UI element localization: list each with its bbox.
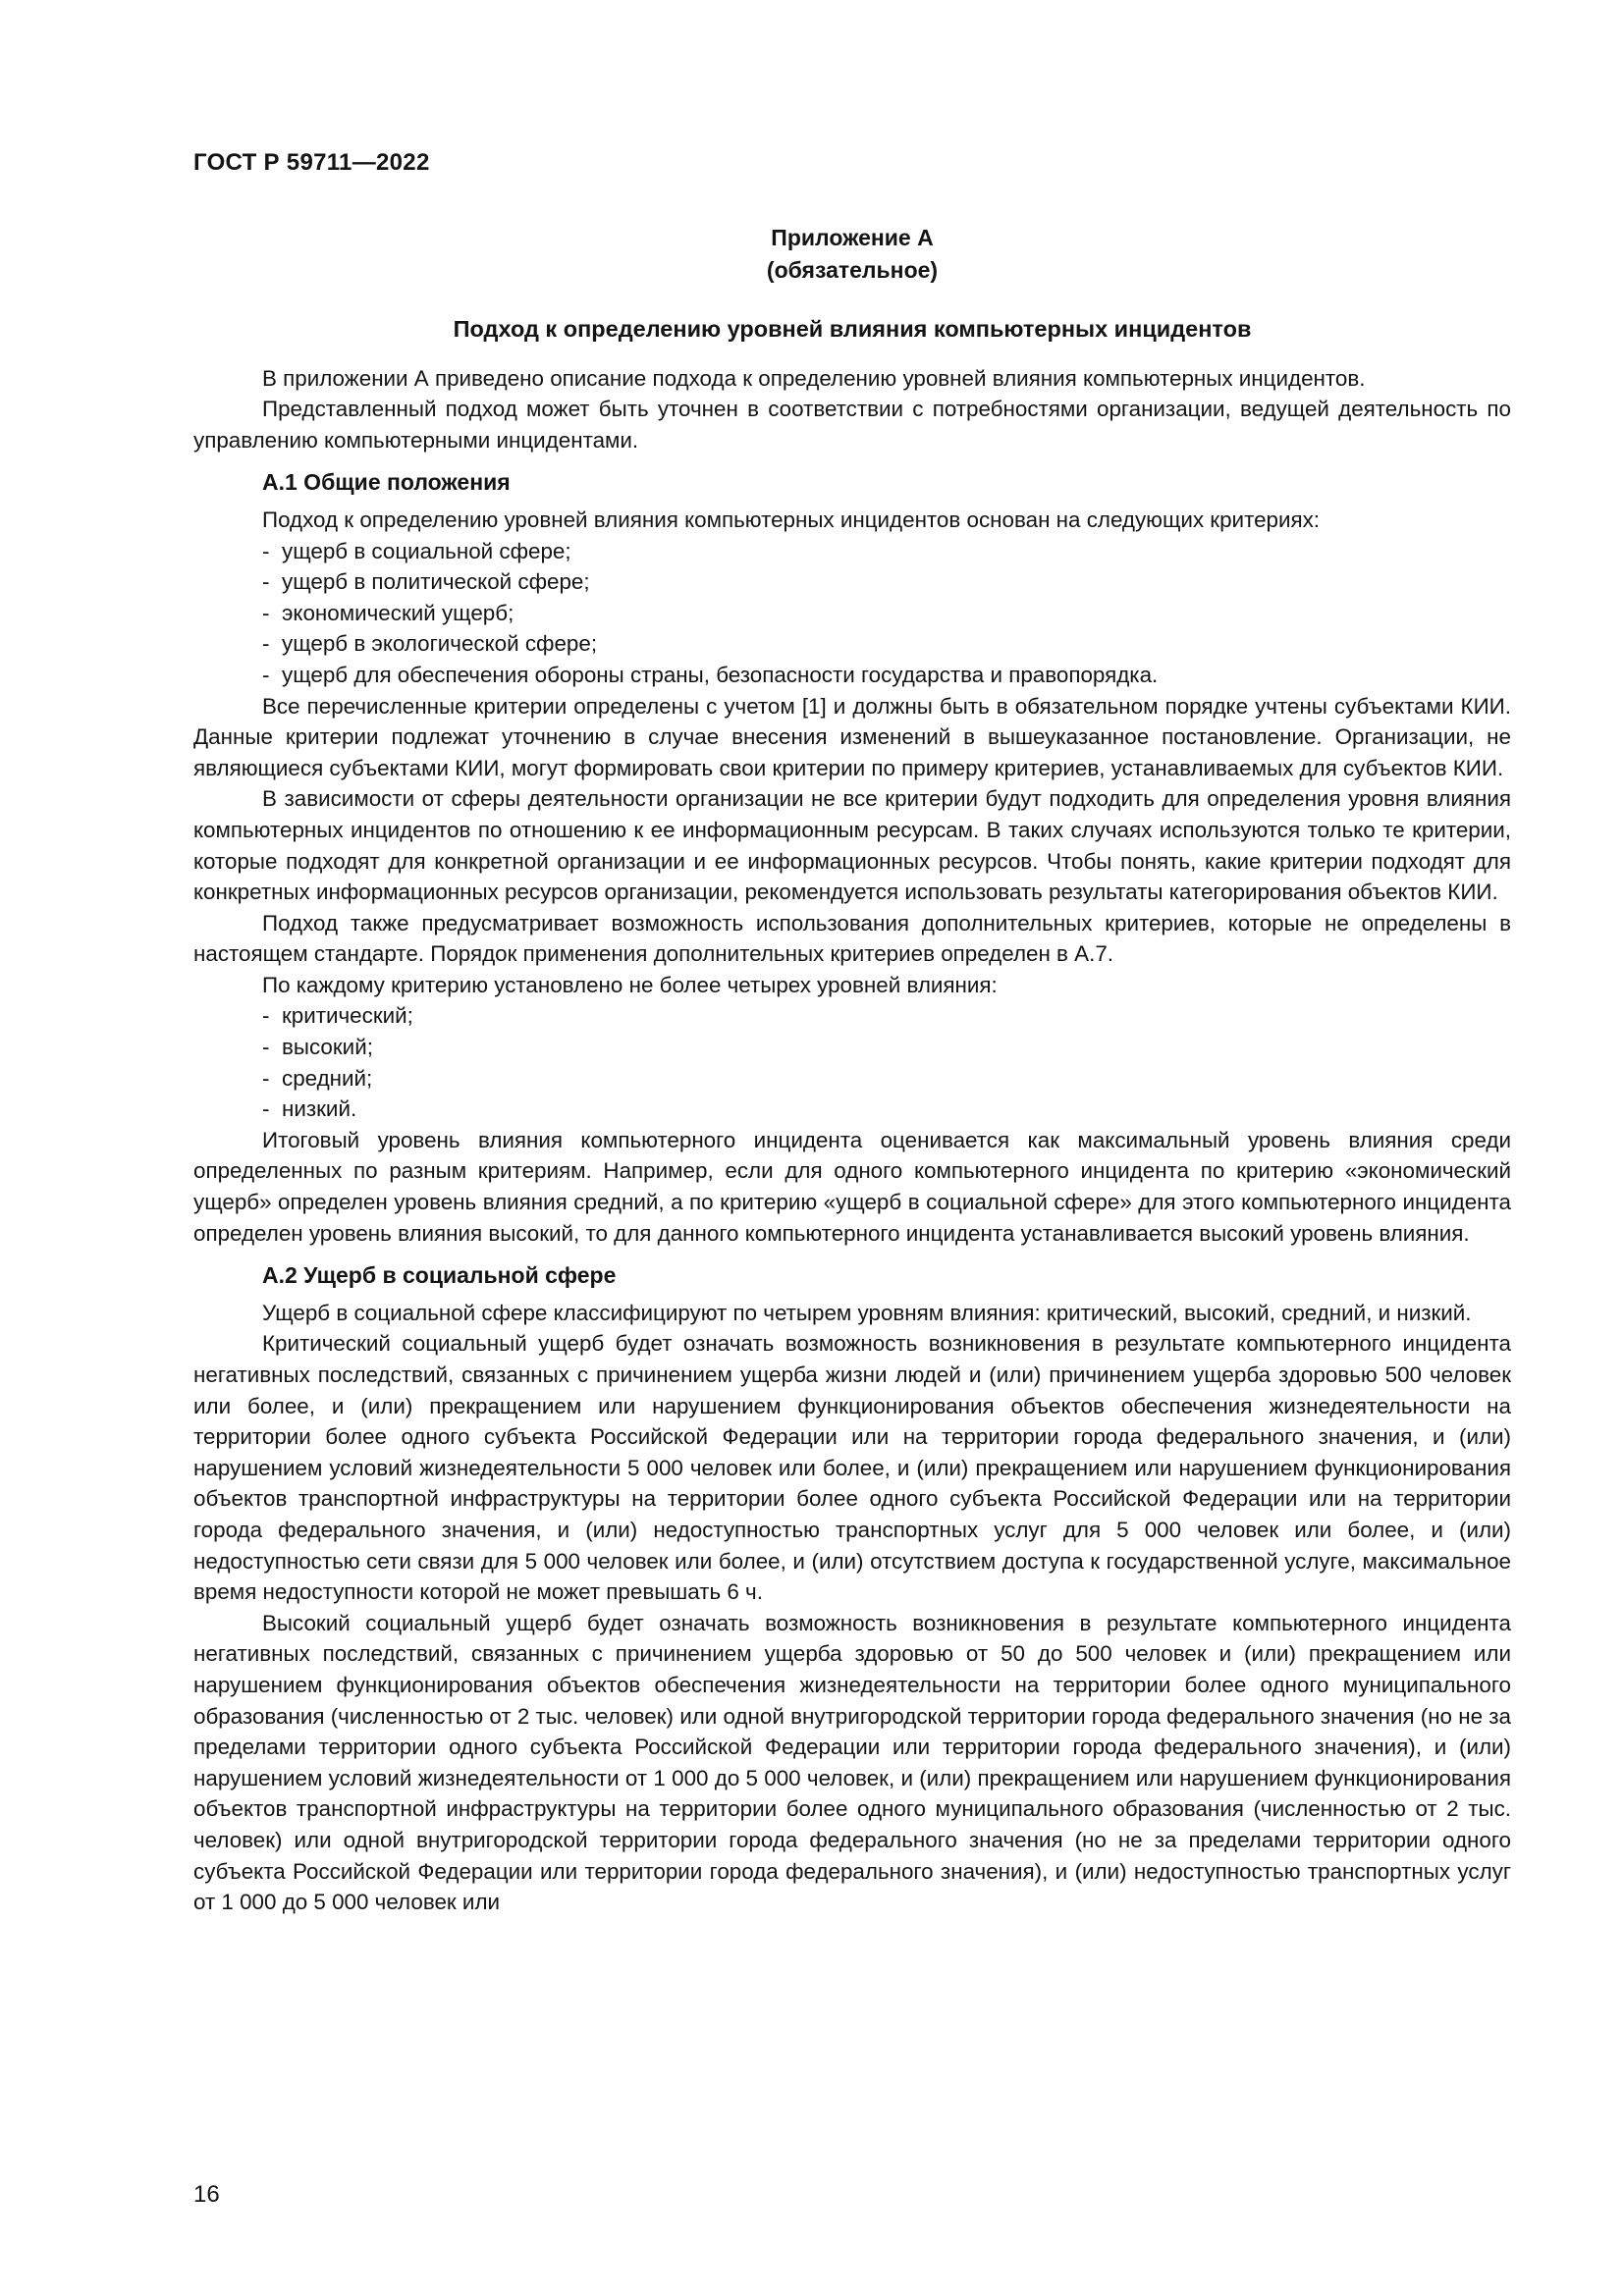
page-number: 16 [193,2181,220,2208]
intro-paragraph: Представленный подход может быть уточнен в соответствии с потребностями организации, ведущей деятельность по управлению компьютерными инцидентами. [193,397,1511,453]
paragraph: Все перечисленные критерии определены с учетом [1] и должны быть в обязательном порядке учтены субъектами КИИ. Данные критерии подлежат уточнению в случае внесения изменений в вышеуказанное постановление. Организации, не являющиеся субъектами КИИ, могут формировать свои критерии по примеру критериев, устанавливаемых для субъектов КИИ. [193,693,1511,780]
annex-heading: Подход к определению уровней влияния компьютерных инцидентов [453,316,1252,342]
paragraph: Итоговый уровень влияния компьютерного инцидента оценивается как максимальный уровень влияния среди определенных по разным критериям. Например, если для одного компьютерного инцидента по критерию «экономический ущерб» определен уровень влияния средний, а по критерию «ущерб в социальной сфере» для этого компьютерного инцидента определен уровень влияния высокий, то для данного компьютерного инцидента устанавливается высокий уровень влияния. [193,1127,1511,1246]
list-item: - ущерб в социальной сфере; [262,538,571,563]
paragraph: Критический социальный ущерб будет означать возможность возникновения в результате компьютерного инцидента негативных последствий, связанных с причинением ущерба жизни людей и (или) причинением ущерба здоровью 500 человек или более, и (или) прекращением или нарушением функционирования объектов обеспечения жизнедеятельности на территории более одного субъекта Российской Федерации или на территории города федерального значения, и (или) нарушением условий жизнедеятельности 5 000 человек или более, и (или) прекращением или нарушением функционирования объектов транспортной инфраструктуры на территории более одного субъекта Российской Федерации или на территории города федерального значения, и (или) недоступностью транспортных услуг для 5 000 человек или более, и (или) недоступностью сети связи для 5 000 человек или более, и (или) отсутствием доступа к государственной услуге, максимальное время недоступности которой не может превышать 6 ч. [193,1331,1511,1605]
criteria-list [193,536,1511,691]
annex-header [193,222,1511,287]
document-code: ГОСТ Р 59711—2022 [193,149,430,176]
list-item: - ущерб для обеспечения обороны страны, безопасности государства и правопорядка. [262,662,1159,687]
paragraph: Ущерб в социальной сфере классифицируют по четырем уровням влияния: критический, высокий, средний, и низкий. [262,1300,1472,1325]
levels-list [193,1000,1511,1124]
paragraph: Подход также предусматривает возможность использования дополнительных критериев, которые не определены в настоящем стандарте. Порядок применения дополнительных критериев определен в А.7. [193,910,1511,967]
paragraph: Высокий социальный ущерб будет означать возможность возникновения в результате компьютерного инцидента негативных последствий, связанных с причинением ущерба здоровью от 50 до 500 человек и (или) прекращением или нарушением функционирования объектов обеспечения жизнедеятельности на территории более одного муниципального образования (численностью от 2 тыс. человек) или одной внутригородской территории города федерального значения (но не за пределами территории одного субъекта Российской Федерации или территории города федерального значения), и (или) нарушением условий жизнедеятельности от 1 000 до 5 000 человек, и (или) прекращением или нарушением функционирования объектов транспортной инфраструктуры на территории более одного муниципального образования (численностью от 2 тыс. человек) или одной внутригородской территории города федерального значения (но не за пределами территории одного субъекта Российской Федерации или территории города федерального значения), и (или) недоступностью транспортных услуг от 1 000 до 5 000 человек или [193,1610,1511,1915]
paragraph: В зависимости от сферы деятельности организации не все критерии будут подходить для определения уровня влияния компьютерных инцидентов по отношению к ее информационным ресурсам. В таких случаях используются только те критерии, которые подходят для конкретной организации и ее информационных ресурсов. Чтобы понять, какие критерии подходят для конкретных информационных ресурсов организации, рекомендуется использовать результаты категорирования объектов КИИ. [193,786,1511,905]
annex-status: (обязательное) [766,257,939,283]
annex-title: Приложение А [771,225,934,250]
section-title-a1: А.1 Общие положения [262,469,511,496]
intro-paragraph: В приложении А приведено описание подхода к определению уровней влияния компьютерных инцидентов. [262,365,1366,391]
list-item: - ущерб в политической сфере; [262,569,590,595]
list-item: - высокий; [262,1035,373,1060]
section-title-a2: А.2 Ущерб в социальной сфере [262,1262,617,1289]
list-item: - критический; [262,1003,413,1029]
list-item: - низкий. [262,1096,357,1122]
paragraph: По каждому критерию установлено не более четырех уровней влияния: [262,972,998,997]
paragraph: Подход к определению уровней влияния компьютерных инцидентов основан на следующих критериях: [262,507,1321,532]
list-item: - ущерб в экологической сфере; [262,631,598,657]
page-content [193,222,1511,1918]
list-item: - экономический ущерб; [262,600,514,625]
list-item: - средний; [262,1065,373,1091]
